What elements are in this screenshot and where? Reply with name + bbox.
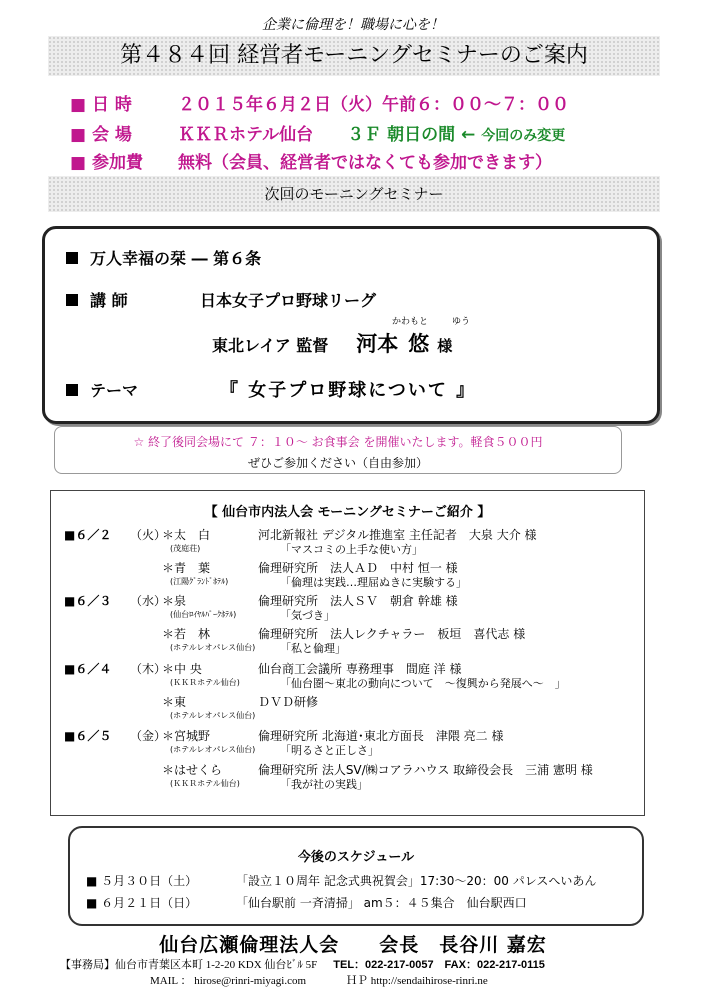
book-text: 万人幸福の栞 ― 第６条 [90,249,262,268]
seminar-weekday: （金） [130,729,167,743]
seminar-speaker: 河北新報社 デジタル推進室 主任記者 大泉 大介 様 [258,528,537,542]
seminar-date: ■６／４ [64,662,112,676]
organization-name: 仙台広瀬倫理法人会 会長 長谷川 嘉宏 [159,934,547,956]
schedule-title: 今後のスケジュール [297,850,415,865]
ruby-family: かわもと [392,317,429,327]
seminar-speaker: 倫理研究所 法人レクチャラー 板垣 喜代志 様 [258,627,526,641]
seminar-location: ＊中 央 [162,662,202,676]
seminar-location: ＊若 林 [162,627,211,641]
book-row [66,246,261,269]
seminar-topic: 「私と倫理」 [280,642,346,655]
lecturer-honorific: 様 [437,337,453,355]
seminar-topic: 「仙台圏～東北の動向について ～復興から発展へ～ 」 [280,677,566,690]
lecturer-family: 河本 [356,332,399,356]
seminar-date: ■６／３ [64,594,112,608]
seminar-date: ■６／２ [64,528,112,542]
page-title: 第４８４回 経営者モーニングセミナーのご案内 [48,36,660,76]
seminar-venue: (仙台ﾛｲﾔﾙﾊﾟｰｸﾎﾃﾙ) [170,610,237,619]
tagline: 企業に倫理を！職場に心を！ [262,17,444,33]
fee-label: ■ 参加費 [70,153,143,173]
seminar-date: ■６／５ [64,729,112,743]
seminar-topic: 「明るさと正しさ」 [280,744,379,757]
seminar-topic: 「気づき」 [280,609,335,622]
seminar-venue: (ホテルレオパレス仙台) [170,711,256,720]
bullet-square-icon [66,252,78,264]
tel-fax: TEL：022-217-0057 FAX：022-217-0115 [333,959,545,971]
schedule-date: ■ ６月２１日（日） [86,896,198,910]
date-row [70,90,569,115]
ruby-given: ゆう [452,317,471,327]
seminar-venue: (ホテルレオパレス仙台) [170,643,256,652]
seminar-venue: (ＫＫＲホテル仙台) [170,678,240,687]
fee-row [70,148,552,173]
homepage-url: ＨＰ http://sendaihirose-rinri.ne [346,975,488,987]
contact-line [150,972,488,988]
venue-value: ＫＫＲホテル仙台 [178,125,314,145]
seminar-weekday: （火） [130,528,167,542]
seminar-weekday: （水） [130,594,167,608]
seminar-speaker: ＤＶＤ研修 [258,695,319,709]
notice-line2: ぜひご参加ください（自由参加） [247,456,428,470]
seminar-speaker: 倫理研究所 法人ＳＶ 朝倉 幹雄 様 [258,594,458,608]
venue-note: 今回のみ変更 [481,128,566,144]
notice-line1: ☆ 終了後同会場にて ７：１０～ お食事会 を開催いたします。軽食５００円 [133,435,543,449]
lecturer-name-row [212,328,452,358]
bullet-square-icon [66,384,78,396]
theme-label: テーマ [90,381,139,400]
venue-label: ■ 会 場 [70,125,132,145]
lecturer-team: 東北レイア 監督 [212,336,329,355]
seminar-topic: 「我が社の実践」 [280,778,368,791]
venue-room: ３Ｆ 朝日の間 ← [347,125,476,145]
seminar-venue: (江陽ｸﾞﾗﾝﾄﾞﾎﾃﾙ) [170,577,229,586]
schedule-date: ■ ５月３０日（土） [86,874,198,888]
seminar-topic: 「マスコミの上手な使い方」 [280,543,423,556]
theme-row [66,376,476,402]
schedule-item [86,894,527,911]
seminar-speaker: 倫理研究所 法人ＡＤ 中村 恒一 様 [258,561,458,575]
lecturer-given: 悠 [408,332,430,356]
seminar-location: ＊はせくら [162,763,223,777]
schedule-event: 「設立１０周年 記念式典祝賀会」17:30～20：00 パレスへいあん [236,874,597,888]
seminar-speaker: 仙台商工会議所 専務理事 間庭 洋 様 [258,662,462,676]
seminar-weekday: （木） [130,662,167,676]
mail-address: MAIL ： hirose@rinri-miyagi.com [150,975,307,987]
schedule-event: 「仙台駅前 一斉清掃」 am５：４５集合 仙台駅西口 [236,896,527,910]
theme-text: 『 女子プロ野球について 』 [220,380,477,401]
seminar-list-title: 【 仙台市内法人会 モーニングセミナーご紹介 】 [204,505,491,520]
seminar-location: ＊青 葉 [162,561,211,575]
seminar-location: ＊宮城野 [162,729,211,743]
seminar-venue: (ホテルレオパレス仙台) [170,745,256,754]
schedule-item [86,872,596,889]
date-value: ２０１５年６月２日（火）午前６：００～７：００ [178,95,569,115]
seminar-speaker: 倫理研究所 北海道･東北方面長 津隈 亮二 様 [258,729,504,743]
lecturer-row [66,288,376,311]
seminar-venue: (ＫＫＲホテル仙台) [170,779,240,788]
lecturer-org: 日本女子プロ野球リーグ [200,291,377,310]
seminar-location: ＊東 [162,695,187,709]
fee-value: 無料（会員、経営者ではなくても参加できます） [178,153,552,173]
office-address: 【事務局】仙台市青葉区本町 1-2-20 KDX 仙台ﾋﾞﾙ 5F [60,959,318,971]
office-line [60,956,545,972]
seminar-topic: 「倫理は実践…理屈ぬきに実験する」 [280,576,467,589]
seminar-location: ＊太 白 [162,528,211,542]
dinner-notice [54,426,622,474]
seminar-location: ＊泉 [162,594,187,608]
date-label: ■ 日 時 [70,95,132,115]
seminar-venue: (茂庭荘) [170,544,201,553]
bullet-square-icon [66,294,78,306]
venue-row [70,120,565,145]
lecturer-label: 講 師 [90,291,128,310]
lecturer-ruby [392,314,470,327]
seminar-speaker: 倫理研究所 法人SV/㈱コアラハウス 取締役会長 三浦 憲明 様 [258,763,593,777]
next-seminar-heading: 次回のモーニングセミナー [48,176,660,212]
